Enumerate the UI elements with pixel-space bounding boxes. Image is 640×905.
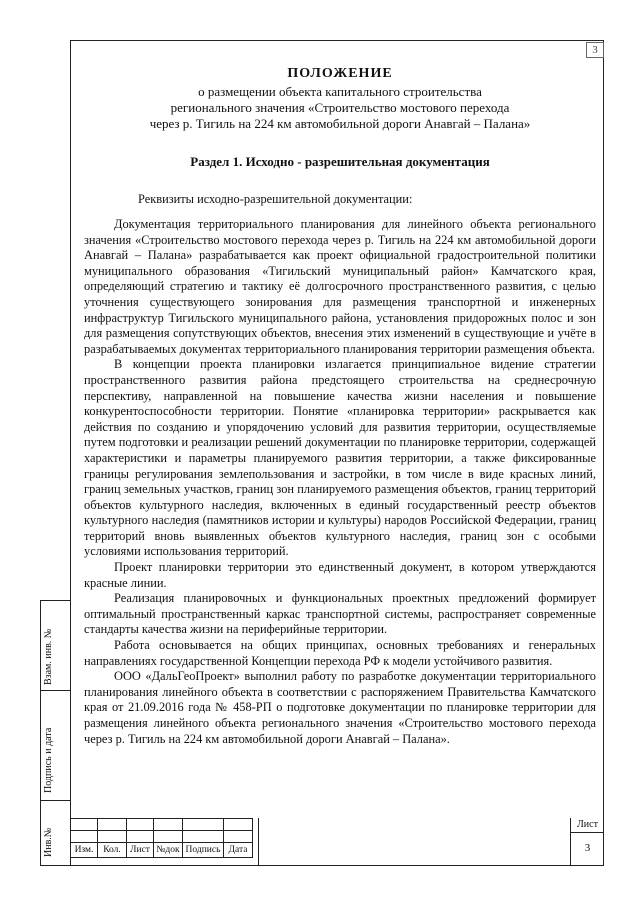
col-list: Лист <box>127 843 154 858</box>
document-body <box>84 66 596 747</box>
title-block <box>70 818 604 866</box>
sheet-box <box>570 818 604 866</box>
col-podpis: Подпись <box>183 843 224 858</box>
subtitle-line-3: через р. Тигиль на 224 км автомобильной дороги Анавгай – Палана» <box>149 116 531 131</box>
subtitle-line-2: регионального значения «Строительство мостового перехода <box>170 100 510 115</box>
ref-no-cell <box>41 601 70 691</box>
sheet-label: Лист <box>571 818 604 833</box>
requisites-line: Реквизиты исходно-разрешительной документации: <box>138 192 413 206</box>
paragraph-3: Проект планировки территории это единственный документ, в котором утверждаются красные линии. <box>84 560 596 590</box>
paragraph-1: Документация территориального планирования для линейного объекта регионального значения «Строительство мостового перехода через р. Тигиль на 224 км автомобильной дороги Анавгай – Палана» разрабатывается как проект официальной градостроительной политики муниципального образования «Тигильский муниципальный район» Камчатского края, определяющий стратегию и тактику её долгосрочного пространственного развития, с целью уточнения существующего зонирования для размещения транспортной и инженерных инфраструктур Тигильского муниципального района, установления придорожных полос и зон для размещения сопутствующих объектов, внесения этих изменений в существующие и учёте в разрабатываемых документах территориального планирования территории размещения объекта. <box>84 217 596 356</box>
col-izm: Изм. <box>71 843 98 858</box>
col-ndok: №док <box>154 843 183 858</box>
corner-page-mark: 3 <box>586 42 604 58</box>
subtitle-line-1: о размещении объекта капитального строительства <box>198 84 482 99</box>
ref-no-label: Взам. инв. № <box>43 628 54 685</box>
paragraph-5: Работа основывается на общих принципах, основных требованиях и генеральных направлениях государственной Концепции перехода РФ к модели устойчивого развития. <box>84 638 596 668</box>
title-block-main <box>258 818 570 866</box>
paragraph-6: ООО «ДальГеоПроект» выполнил работу по разработке документации территориального планирования линейного объекта в соответствии с распоряжением Правительства Камчатского края от 21.09.2016 года № 458-РП о подготовке документации по планировке территории для размещения линейного объекта регионального значения «Строительство мостового перехода через р. Тигиль на 224 км автомобильной дороги Анавгай – Палана». <box>84 669 596 746</box>
side-stamp-strip <box>40 600 70 866</box>
sign-date-cell <box>41 691 70 801</box>
sign-date-label: Подпись и дата <box>43 727 54 793</box>
inv-no-label: Инв.№ <box>43 827 54 857</box>
paragraph-2: В концепции проекта планировки излагается принципиальное видение стратегии пространственного развития района предстоящего строительства на среднесрочную перспективу, направленной на повышение качества жизни населения и повышение конкурентоспособности территории. Понятие «планировка территории» раскрывается как действия по созданию и упорядочению условий для развития территории, осуществляемые путем подготовки и реализации решений документации по планировке территории, содержащей характеристики и параметры планируемого развития территории, а также фиксированные границы регулирования землепользования и застройки, в том числе в виде красных линий, границ земельных участков, границ зон планируемого размещения объектов, границ территорий объектов культурного наследия, включенных в единый государственный реестр объектов культурного наследия (памятников истории и культуры) народов Российской Федерации, границ территорий вновь выявленных объектов культурного наследия, границ зон с особыми условиями использования территорий. <box>84 357 596 559</box>
col-data: Дата <box>224 843 253 858</box>
section-heading: Раздел 1. Исходно - разрешительная документация <box>190 154 490 169</box>
col-kol: Кол. <box>98 843 127 858</box>
inv-no-cell <box>41 801 70 867</box>
document-title: ПОЛОЖЕНИЕ <box>287 66 393 81</box>
revision-table <box>70 818 253 858</box>
sheet-number: 3 <box>584 842 591 854</box>
paragraph-4: Реализация планировочных и функциональных проектных предложений формирует оптимальный пространственный каркас транспортной системы, распространяет современные стандарты качества жизни на периферийные территории. <box>84 591 596 637</box>
